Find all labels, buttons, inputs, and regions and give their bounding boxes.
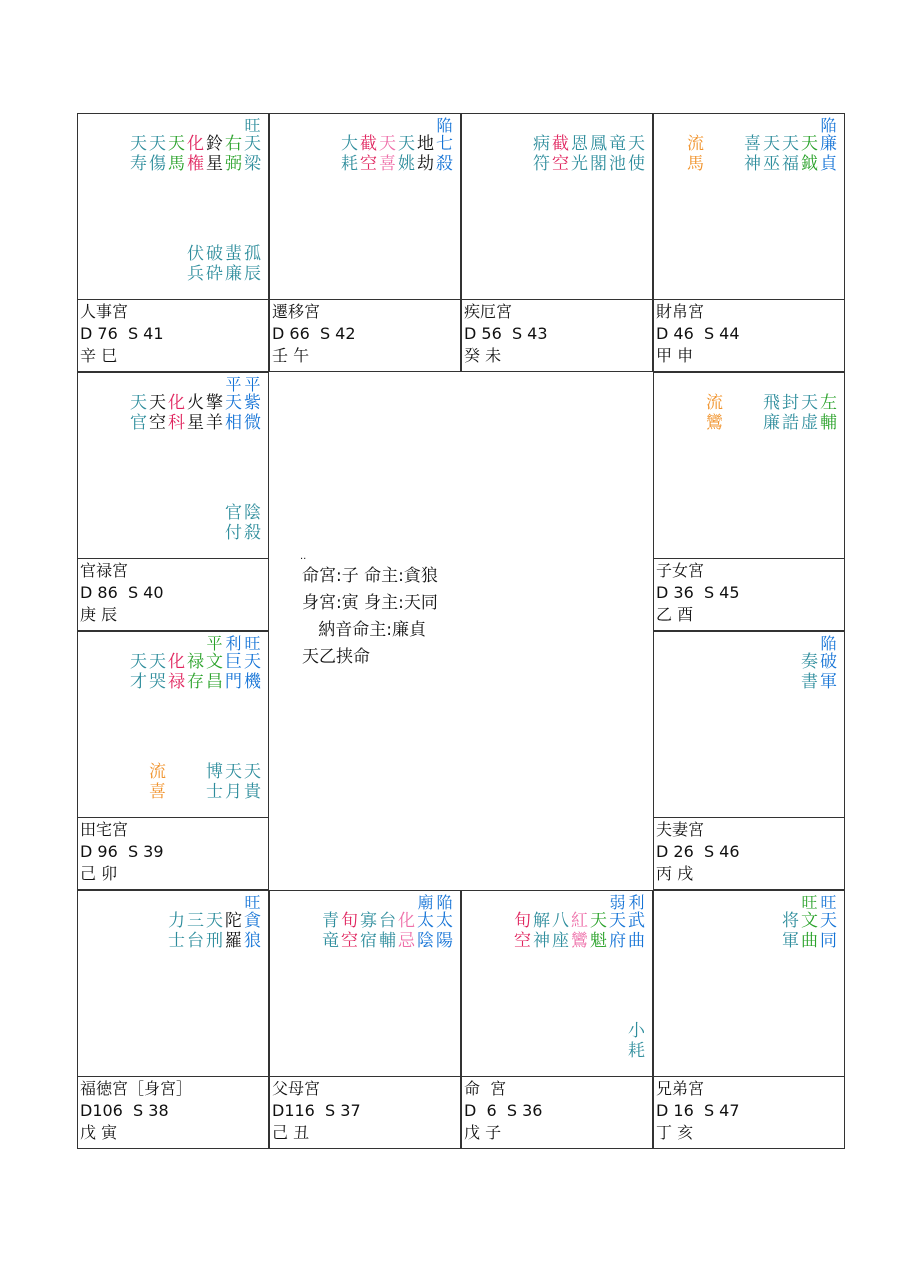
palace-name: 父母宮 xyxy=(272,1079,321,1098)
palace-cell xyxy=(77,631,269,890)
star-name: 蜚 廉 xyxy=(225,244,242,284)
palace-stem-branch: 丁 亥 xyxy=(656,1123,694,1142)
star-name: 天 官 xyxy=(130,393,147,433)
center-line: 身宮:寅 身主:天同 xyxy=(302,593,438,613)
palace-d-s-values: D 96 S 39 xyxy=(80,842,164,861)
star-strength: 旺 xyxy=(801,893,818,912)
minor-star-list xyxy=(627,1005,646,1061)
star xyxy=(800,118,819,174)
star xyxy=(129,118,148,174)
star-list xyxy=(686,118,838,174)
star-name: 破 軍 xyxy=(820,652,837,692)
star-name: 伏 兵 xyxy=(187,244,204,284)
star-name: 天 傷 xyxy=(149,134,166,174)
star xyxy=(340,895,359,951)
star-name: 博 士 xyxy=(206,762,223,802)
star-name: 化 禄 xyxy=(168,652,185,692)
star-name: 恩 光 xyxy=(571,134,588,174)
center-line: 命宮:子 命主:貪狼 xyxy=(302,566,438,586)
palace-d-s-values: D 76 S 41 xyxy=(80,324,164,343)
star xyxy=(819,895,838,951)
star xyxy=(186,895,205,951)
star-strength: 旺 xyxy=(244,893,261,912)
palace-name: 子女宮 xyxy=(656,561,705,580)
star xyxy=(513,895,532,951)
star-list xyxy=(321,895,454,951)
star-name: 文 曲 xyxy=(801,911,818,951)
star-name: 官 付 xyxy=(225,503,242,543)
star xyxy=(800,377,819,433)
star xyxy=(724,118,743,174)
palace-info xyxy=(270,299,460,371)
star-name: 破 砕 xyxy=(206,244,223,284)
palace-stem-branch: 乙 酉 xyxy=(656,605,694,624)
star-name: 天 鉞 xyxy=(801,134,818,174)
star-name: 陰 殺 xyxy=(244,503,261,543)
star-name: 八 座 xyxy=(552,911,569,951)
star xyxy=(186,228,205,284)
star-name: 小 耗 xyxy=(628,1021,645,1061)
star-strength: 利 xyxy=(225,634,242,653)
star xyxy=(148,118,167,174)
palace-stem-branch: 戊 子 xyxy=(464,1123,502,1142)
star xyxy=(359,895,378,951)
star-name: 将 軍 xyxy=(782,911,799,951)
palace-name: 命 宮 xyxy=(464,1079,507,1098)
star xyxy=(167,636,186,692)
star xyxy=(819,118,838,174)
star-name: 流 喜 xyxy=(149,762,166,802)
star-strength: 平 xyxy=(225,375,242,394)
star xyxy=(378,895,397,951)
star-name: 化 権 xyxy=(187,134,204,174)
star-list xyxy=(781,895,838,951)
star xyxy=(781,377,800,433)
center-mark: .. xyxy=(300,551,307,562)
star-strength: 陥 xyxy=(820,116,837,135)
palace-info xyxy=(78,299,268,371)
palace-stem-branch: 己 卯 xyxy=(80,864,118,883)
star-name: 天 馬 xyxy=(168,134,185,174)
star xyxy=(551,118,570,174)
palace-info xyxy=(270,1076,460,1148)
palace-stem-branch: 甲 申 xyxy=(656,346,694,365)
star xyxy=(243,377,262,433)
star xyxy=(129,636,148,692)
star xyxy=(205,118,224,174)
star-name: 武 曲 xyxy=(628,911,645,951)
star xyxy=(781,895,800,951)
star-name: 太 陰 xyxy=(417,911,434,951)
star xyxy=(243,895,262,951)
star xyxy=(570,118,589,174)
palace-info xyxy=(78,558,268,630)
palace-stem-branch: 戊 寅 xyxy=(80,1123,118,1142)
zodiac-chart xyxy=(77,113,844,1148)
star xyxy=(205,377,224,433)
star xyxy=(397,895,416,951)
star-name: 鈴 星 xyxy=(206,134,223,174)
star-name: 大 耗 xyxy=(341,134,358,174)
star-name: 旬 空 xyxy=(341,911,358,951)
star-name: 孤 辰 xyxy=(244,244,261,284)
palace-d-s-values: D 56 S 43 xyxy=(464,324,548,343)
palace-info xyxy=(654,817,844,889)
star xyxy=(359,118,378,174)
star-name: 寡 宿 xyxy=(360,911,377,951)
star xyxy=(224,118,243,174)
palace-cell xyxy=(461,113,653,372)
star xyxy=(627,895,646,951)
star-list xyxy=(129,118,262,174)
star-strength: 陥 xyxy=(436,893,453,912)
star-list xyxy=(129,636,262,692)
palace-name: 遷移宮 xyxy=(272,302,321,321)
star-name: 天 梁 xyxy=(244,134,261,174)
center-line: 天乙挟命 xyxy=(302,647,370,667)
star xyxy=(416,118,435,174)
star xyxy=(167,746,186,802)
star xyxy=(589,895,608,951)
star xyxy=(608,118,627,174)
star xyxy=(148,746,167,802)
palace-name: 田宅宮 xyxy=(80,820,129,839)
palace-d-s-values: D 46 S 44 xyxy=(656,324,740,343)
palace-stem-branch: 丙 戌 xyxy=(656,864,694,883)
palace-name: 財帛宮 xyxy=(656,302,705,321)
minor-star-list xyxy=(148,746,262,802)
star-name: 紅 鸞 xyxy=(571,911,588,951)
palace-name: 人事宮 xyxy=(80,302,129,321)
star-name: 化 科 xyxy=(168,393,185,433)
star xyxy=(435,895,454,951)
star xyxy=(800,636,819,692)
palace-info xyxy=(78,1076,268,1148)
star-name: 流 鸞 xyxy=(706,393,723,433)
palace-cell xyxy=(77,890,269,1149)
star xyxy=(705,118,724,174)
palace-info xyxy=(654,1076,844,1148)
star xyxy=(224,487,243,543)
palace-cell xyxy=(653,631,845,890)
star xyxy=(743,377,762,433)
star xyxy=(205,636,224,692)
star-name: 天 才 xyxy=(130,652,147,692)
palace-d-s-values: D 16 S 47 xyxy=(656,1101,740,1120)
star xyxy=(186,118,205,174)
star xyxy=(705,377,724,433)
palace-cell xyxy=(269,890,461,1149)
palace-name: 夫妻宮 xyxy=(656,820,705,839)
palace-info xyxy=(78,817,268,889)
star xyxy=(819,636,838,692)
star-name: 天 福 xyxy=(782,134,799,174)
palace-cell xyxy=(653,372,845,631)
star-name: 七 殺 xyxy=(436,134,453,174)
star xyxy=(627,1005,646,1061)
star-list xyxy=(532,118,646,174)
star-name: 左 輔 xyxy=(820,393,837,433)
star-name: 奏 書 xyxy=(801,652,818,692)
star xyxy=(608,895,627,951)
center-text xyxy=(302,563,438,671)
palace-d-s-values: D 6 S 36 xyxy=(464,1101,543,1120)
star xyxy=(686,118,705,174)
star-name: 太 陽 xyxy=(436,911,453,951)
star-name: 天 寿 xyxy=(130,134,147,174)
star-name: 禄 存 xyxy=(187,652,204,692)
star-name: 鳳 閣 xyxy=(590,134,607,174)
star-strength: 陥 xyxy=(436,116,453,135)
star-name: 廉 貞 xyxy=(820,134,837,174)
star-name: 紫 微 xyxy=(244,393,261,433)
star-name: 天 同 xyxy=(820,911,837,951)
star-name: 天 刑 xyxy=(206,911,223,951)
star-name: 天 姚 xyxy=(398,134,415,174)
star xyxy=(224,636,243,692)
star-strength: 平 xyxy=(244,375,261,394)
palace-d-s-values: D 26 S 46 xyxy=(656,842,740,861)
star xyxy=(397,118,416,174)
minor-star-list xyxy=(224,487,262,543)
star xyxy=(205,746,224,802)
star xyxy=(243,636,262,692)
star xyxy=(819,377,838,433)
star-list xyxy=(705,377,838,433)
star-name: 文 昌 xyxy=(206,652,223,692)
star-name: 旬 空 xyxy=(514,911,531,951)
minor-star-list xyxy=(186,228,262,284)
star-name: 青 竜 xyxy=(322,911,339,951)
star-strength: 旺 xyxy=(244,634,261,653)
star-name: 化 忌 xyxy=(398,911,415,951)
star-name: 天 魁 xyxy=(590,911,607,951)
star-name: 天 使 xyxy=(628,134,645,174)
palace-info xyxy=(462,299,652,371)
palace-d-s-values: D 86 S 40 xyxy=(80,583,164,602)
center-line: 納音命主:廉貞 xyxy=(302,620,426,640)
star xyxy=(186,377,205,433)
palace-stem-branch: 辛 巳 xyxy=(80,346,118,365)
palace-cell xyxy=(653,113,845,372)
star-list xyxy=(129,377,262,433)
star xyxy=(224,228,243,284)
star-strength: 陥 xyxy=(820,634,837,653)
palace-cell xyxy=(653,890,845,1149)
star-strength: 旺 xyxy=(820,893,837,912)
palace-d-s-values: D116 S 37 xyxy=(272,1101,361,1120)
star xyxy=(243,118,262,174)
star-name: 天 哭 xyxy=(149,652,166,692)
star xyxy=(762,118,781,174)
star-list xyxy=(340,118,454,174)
star-name: 天 月 xyxy=(225,762,242,802)
star-name: 三 台 xyxy=(187,911,204,951)
star-name: 陀 羅 xyxy=(225,911,242,951)
star-strength: 利 xyxy=(628,893,645,912)
palace-name: 兄弟宮 xyxy=(656,1079,705,1098)
palace-cell xyxy=(269,113,461,372)
star xyxy=(378,118,397,174)
star xyxy=(243,487,262,543)
palace-info xyxy=(654,299,844,371)
star-name: 天 貴 xyxy=(244,762,261,802)
star xyxy=(800,895,819,951)
star xyxy=(224,746,243,802)
star-name: 台 輔 xyxy=(379,911,396,951)
star xyxy=(532,118,551,174)
palace-d-s-values: D 36 S 45 xyxy=(656,583,740,602)
star-name: 截 空 xyxy=(360,134,377,174)
palace-d-s-values: D 66 S 42 xyxy=(272,324,356,343)
palace-stem-branch: 癸 未 xyxy=(464,346,502,365)
star xyxy=(224,895,243,951)
star-name: 天 機 xyxy=(244,652,261,692)
star-name: 天 巫 xyxy=(763,134,780,174)
palace-cell xyxy=(77,372,269,631)
star xyxy=(186,636,205,692)
star xyxy=(148,636,167,692)
palace-stem-branch: 庚 辰 xyxy=(80,605,118,624)
star-name: 流 馬 xyxy=(687,134,704,174)
palace-info xyxy=(462,1076,652,1148)
star xyxy=(243,746,262,802)
palace-name: 福徳宮［身宮］ xyxy=(80,1079,193,1098)
star-name: 力 士 xyxy=(168,911,185,951)
star-name: 火 星 xyxy=(187,393,204,433)
star xyxy=(435,118,454,174)
star xyxy=(781,118,800,174)
star xyxy=(724,377,743,433)
star xyxy=(148,377,167,433)
star-name: 天 喜 xyxy=(379,134,396,174)
star-strength: 平 xyxy=(206,634,223,653)
star-name: 巨 門 xyxy=(225,652,242,692)
palace-name: 疾厄宮 xyxy=(464,302,513,321)
star-name: 擎 羊 xyxy=(206,393,223,433)
palace-cell xyxy=(461,890,653,1149)
palace-name: 官禄宮 xyxy=(80,561,129,580)
star xyxy=(129,377,148,433)
star xyxy=(627,118,646,174)
star-name: 天 府 xyxy=(609,911,626,951)
palace-stem-branch: 壬 午 xyxy=(272,346,310,365)
star xyxy=(416,895,435,951)
star xyxy=(551,895,570,951)
star-name: 飛 廉 xyxy=(763,393,780,433)
star xyxy=(205,228,224,284)
star xyxy=(186,746,205,802)
star-name: 封 誥 xyxy=(782,393,799,433)
star-name: 天 相 xyxy=(225,393,242,433)
star xyxy=(167,895,186,951)
palace-info xyxy=(654,558,844,630)
star-list xyxy=(800,636,838,692)
star xyxy=(570,895,589,951)
star-name: 貪 狼 xyxy=(244,911,261,951)
star-name: 地 劫 xyxy=(417,134,434,174)
star xyxy=(743,118,762,174)
palace-d-s-values: D106 S 38 xyxy=(80,1101,169,1120)
palace-stem-branch: 己 丑 xyxy=(272,1123,310,1142)
star-name: 喜 神 xyxy=(744,134,761,174)
star xyxy=(589,118,608,174)
star xyxy=(167,118,186,174)
star xyxy=(205,895,224,951)
star-strength: 旺 xyxy=(244,116,261,135)
star xyxy=(340,118,359,174)
star-name: 天 空 xyxy=(149,393,166,433)
star-list xyxy=(513,895,646,951)
star-name: 病 符 xyxy=(533,134,550,174)
star-name: 竜 池 xyxy=(609,134,626,174)
star-name: 天 虚 xyxy=(801,393,818,433)
star xyxy=(167,377,186,433)
star xyxy=(532,895,551,951)
star-strength: 弱 xyxy=(609,893,626,912)
star xyxy=(243,228,262,284)
star-list xyxy=(167,895,262,951)
star-name: 截 空 xyxy=(552,134,569,174)
center-info-panel xyxy=(270,373,653,891)
star xyxy=(224,377,243,433)
star-name: 解 神 xyxy=(533,911,550,951)
star xyxy=(762,377,781,433)
palace-cell xyxy=(77,113,269,372)
star-strength: 廟 xyxy=(417,893,434,912)
star-name: 右 弼 xyxy=(225,134,242,174)
star xyxy=(321,895,340,951)
